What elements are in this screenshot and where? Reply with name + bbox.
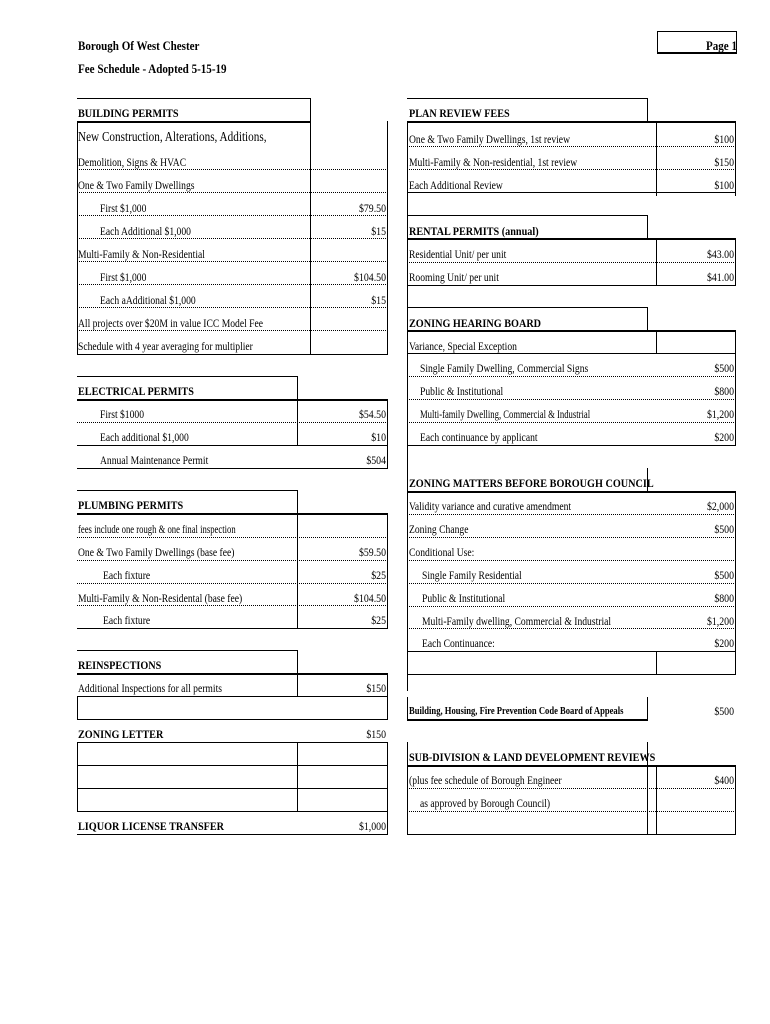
rental-line: Residential Unit/ per unit: [409, 247, 507, 261]
fee-value: $500: [714, 568, 734, 582]
fee-value: $59.50: [358, 545, 386, 559]
electrical-line: Each additional $1,000: [100, 430, 189, 444]
building-line: First $1,000: [100, 270, 147, 284]
fee-value: $500: [714, 704, 734, 718]
fee-value: $100: [714, 132, 734, 146]
fee-value: $1,200: [706, 407, 734, 421]
electrical-line: First $1000: [100, 407, 145, 421]
subdivision-line: as approved by Borough Council): [420, 796, 551, 810]
header-subtitle: Fee Schedule - Adopted 5-15-19: [78, 61, 227, 76]
fee-value: $43.00: [706, 247, 734, 261]
zmbc-line: Single Family Residential: [422, 568, 522, 582]
zhb-line: Variance, Special Exception: [409, 339, 517, 353]
electrical-line: Annual Maintenance Permit: [100, 453, 209, 467]
zmbc-line: Zoning Change: [409, 522, 469, 536]
building-line: First $1,000: [100, 201, 147, 215]
fee-value: $2,000: [706, 499, 734, 513]
rental-line: Rooming Unit/ per unit: [409, 270, 499, 284]
plumbing-line: One & Two Family Dwellings (base fee): [78, 545, 235, 559]
fee-value: $150: [714, 155, 734, 169]
reinspections-line: Additional Inspections for all permits: [78, 681, 222, 695]
zoning-matters-heading: ZONING MATTERS BEFORE BOROUGH COUNCIL: [409, 476, 654, 490]
plan-review-line: One & Two Family Dwellings, 1st review: [409, 132, 571, 146]
zhb-line: Each continuance by applicant: [420, 430, 538, 444]
building-line: Each Additional $1,000: [100, 224, 191, 238]
fee-value: $41.00: [706, 270, 734, 284]
plumbing-line: Multi-Family & Non-Residental (base fee): [78, 591, 243, 605]
electrical-permits-heading: ELECTRICAL PERMITS: [78, 384, 194, 398]
subdivision-heading: SUB-DIVISION & LAND DEVELOPMENT REVIEWS: [409, 750, 656, 764]
plumbing-line: Each fixture: [103, 613, 151, 627]
zmbc-line: Public & Institutional: [422, 591, 506, 605]
fee-value: $200: [714, 430, 734, 444]
fee-value: $104.50: [354, 591, 386, 605]
page-number: Page 1: [706, 38, 737, 53]
zoning-hearing-board-heading: ZONING HEARING BOARD: [409, 316, 542, 330]
zhb-line: Public & Institutional: [420, 384, 504, 398]
zhb-line: Multi-family Dwelling, Commercial & Industrial: [420, 407, 591, 421]
fee-value: $79.50: [358, 201, 386, 215]
plumbing-line: Each fixture: [103, 568, 151, 582]
plan-review-heading: PLAN REVIEW FEES: [409, 106, 510, 120]
fee-value: $25: [371, 613, 386, 627]
zmbc-line: Conditional Use:: [409, 545, 475, 559]
building-line: Multi-Family & Non-Residential: [78, 247, 205, 261]
rental-permits-heading: RENTAL PERMITS (annual): [409, 224, 539, 238]
fee-value: $100: [714, 178, 734, 192]
zmbc-line: Multi-Family dwelling, Commercial & Industrial: [422, 614, 612, 628]
fee-value: $200: [714, 636, 734, 650]
building-line: New Construction, Alterations, Additions,: [78, 130, 267, 145]
board-of-appeals-heading: Building, Housing, Fire Prevention Code Board of Appeals: [409, 705, 624, 717]
fee-value: $500: [714, 522, 734, 536]
zmbc-line: Validity variance and curative amendment: [409, 499, 572, 513]
building-permits-heading: BUILDING PERMITS: [78, 106, 179, 120]
fee-value: $54.50: [358, 407, 386, 421]
fee-value: $150: [366, 681, 386, 695]
fee-value: $150: [366, 727, 386, 741]
zmbc-line: Each Continuance:: [422, 636, 495, 650]
building-line: Each aAdditional $1,000: [100, 293, 196, 307]
plumbing-line: fees include one rough & one final inspection: [78, 522, 236, 536]
plumbing-permits-heading: PLUMBING PERMITS: [78, 498, 184, 512]
subdivision-line: (plus fee schedule of Borough Engineer: [409, 773, 562, 787]
fee-value: $800: [714, 591, 734, 605]
building-line: All projects over $20M in value ICC Model Fee: [78, 316, 264, 330]
fee-value: $25: [371, 568, 386, 582]
zhb-line: Single Family Dwelling, Commercial Signs: [420, 361, 589, 375]
building-line: Demolition, Signs & HVAC: [78, 155, 187, 169]
liquor-license-heading: LIQUOR LICENSE TRANSFER: [78, 819, 225, 833]
fee-value: $1,000: [358, 819, 386, 833]
building-line: One & Two Family Dwellings: [78, 178, 195, 192]
fee-value: $104.50: [354, 270, 386, 284]
reinspections-heading: REINSPECTIONS: [78, 658, 162, 672]
plan-review-line: Multi-Family & Non-residential, 1st review: [409, 155, 578, 169]
fee-value: $1,200: [706, 614, 734, 628]
fee-value: $10: [371, 430, 386, 444]
fee-value: $15: [371, 224, 386, 238]
header-title: Borough Of West Chester: [78, 38, 200, 53]
fee-value: $15: [371, 293, 386, 307]
plan-review-line: Each Additional Review: [409, 178, 503, 192]
fee-value: $500: [714, 361, 734, 375]
fee-value: $800: [714, 384, 734, 398]
zoning-letter-heading: ZONING LETTER: [78, 727, 164, 741]
fee-value: $400: [714, 773, 734, 787]
building-line: Schedule with 4 year averaging for multiplier: [78, 339, 253, 353]
fee-value: $504: [366, 453, 386, 467]
